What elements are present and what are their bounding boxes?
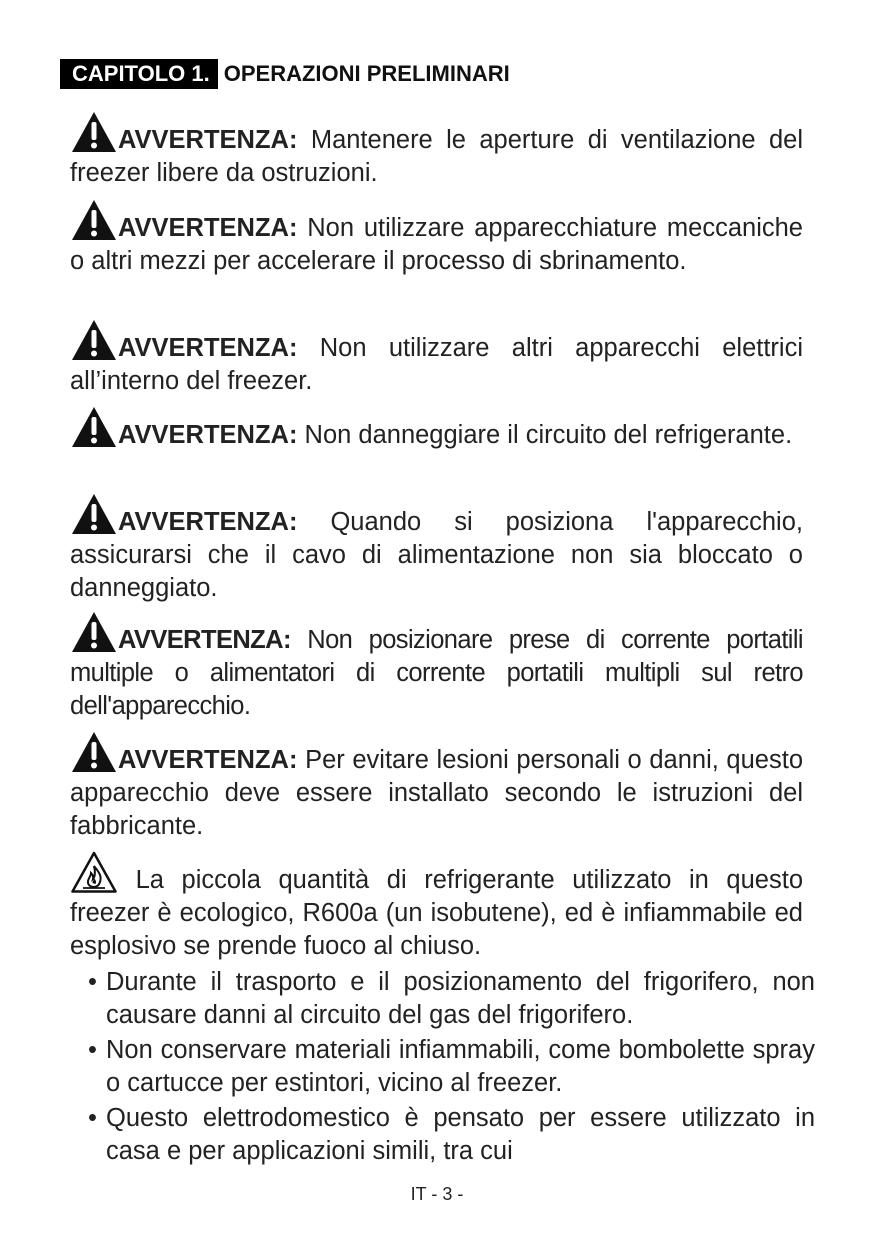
warning-triangle-icon [70,318,118,362]
warning-triangle-icon [70,405,118,449]
warning-paragraph [70,610,803,723]
list-item: • Non conservare materiali infiammabili, come bombolette spray o cartucce per estintori, vicino al freezer. [88,1036,815,1097]
warning-paragraph [70,492,803,605]
warning-triangle-icon [70,730,118,774]
warning-label: AVVERTENZA: [118,746,298,774]
warning-paragraph [70,110,803,190]
bullet-marker: • [88,968,97,996]
warning-text: Non utilizzare apparecchiature meccaniche o altri mezzi per accelerare il processo di sbrinamento. [70,214,803,275]
warning-label: AVVERTENZA: [118,126,298,154]
warning-paragraph [70,730,803,843]
warning-text: Mantenere le aperture di ventilazione del freezer libere da ostruzioni. [70,126,803,187]
bullet-marker: • [88,1104,97,1132]
warning-text: Non utilizzare altri apparecchi elettrici all’interno del freezer. [70,334,803,395]
flammable-paragraph [70,850,803,963]
warning-triangle-icon [70,610,118,654]
warning-text: Quando si posiziona l'apparecchio, assicurarsi che il cavo di alimentazione non sia bloccato o danneggiato. [70,508,803,602]
safety-bullet-list [88,966,815,1170]
bullet-marker: • [88,1036,97,1064]
flammable-text: La piccola quantità di refrigerante utilizzato in questo freezer è ecologico, R600a (un isobutene), ed è infiammabile ed esplosivo se prende fuoco al chiuso. [70,866,803,960]
warning-triangle-icon [70,110,118,154]
list-item: • Durante il trasporto e il posizionamento del frigorifero, non causare danni al circuito del gas del frigorifero. [88,968,815,1029]
chapter-heading [60,58,510,90]
list-item: • Questo elettrodomestico è pensato per essere utilizzato in casa e per applicazioni simili, tra cui [88,1104,815,1165]
warning-text: Non danneggiare il circuito del refrigerante. [297,421,793,449]
page-number: IT - 3 - [410,1184,464,1204]
warning-label: AVVERTENZA: [118,626,291,654]
chapter-title: OPERAZIONI PRELIMINARI [223,61,510,86]
warning-triangle-icon [70,198,118,242]
flammable-warning-icon [70,850,118,894]
warning-label: AVVERTENZA: [118,421,298,449]
warning-paragraph [70,405,803,452]
warning-triangle-icon [70,492,118,536]
warning-paragraph [70,198,803,278]
warning-label: AVVERTENZA: [118,334,298,362]
warning-label: AVVERTENZA: [118,508,298,536]
warning-text: Per evitare lesioni personali o danni, questo apparecchio deve essere installato secondo le istruzioni del fabbricante. [70,746,803,840]
chapter-label: CAPITOLO 1. [60,59,218,89]
warning-paragraph [70,318,803,398]
warning-text: Non posizionare prese di corrente portatili multiple o alimentatori di corrente portatili multipli sul retro dell'apparecchio. [70,626,803,720]
warning-label: AVVERTENZA: [118,214,298,242]
